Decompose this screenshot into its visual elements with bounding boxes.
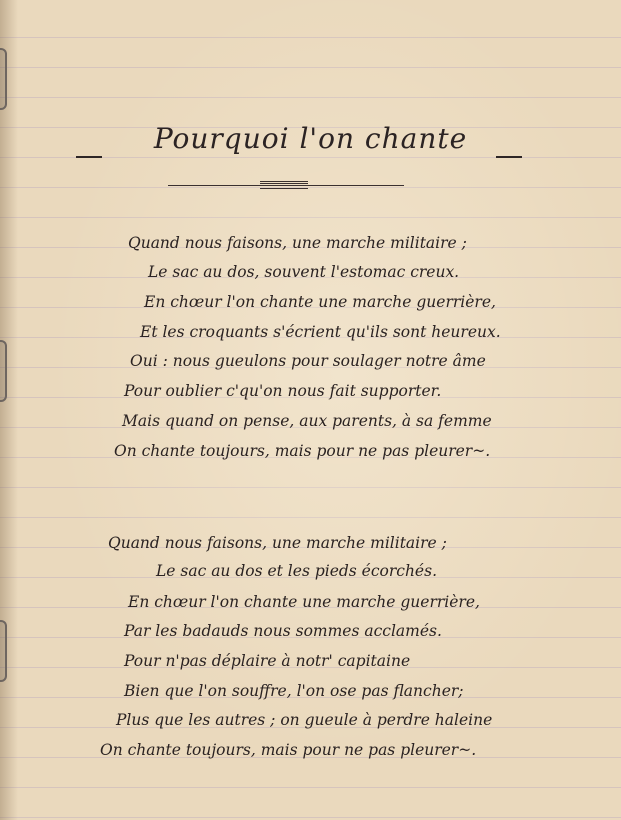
binding-ring: [0, 340, 7, 402]
verse-line: On chante toujours, mais pour ne pas pleurer~.: [100, 741, 477, 759]
verse-line: En chœur l'on chante une marche guerrière,: [128, 593, 480, 611]
verse-line: En chœur l'on chante une marche guerrière,: [144, 293, 496, 311]
title-dash-left: [76, 156, 102, 158]
verse-line: Et les croquants s'écrient qu'ils sont heureux.: [140, 323, 501, 341]
binding-ring: [0, 48, 7, 110]
ornament-bar: [260, 183, 308, 184]
verse-line: Le sac au dos et les pieds écorchés.: [156, 562, 437, 580]
title-ornament: [168, 181, 404, 191]
ornament-line: [168, 185, 404, 186]
verse-line: Plus que les autres ; on gueule à perdre haleine: [116, 711, 493, 729]
verse-line: Quand nous faisons, une marche militaire ;: [108, 534, 447, 552]
binding-ring: [0, 620, 7, 682]
verse-line: Le sac au dos, souvent l'estomac creux.: [148, 263, 460, 281]
ornament-bar: [260, 181, 308, 182]
title-dash-right: [496, 156, 522, 158]
verse-line: Oui : nous gueulons pour soulager notre âme: [130, 352, 486, 370]
ornament-bar: [260, 188, 308, 189]
verse-line: Pour n'pas déplaire à notr' capitaine: [124, 652, 411, 670]
verse-line: Par les badauds nous sommes acclamés.: [124, 622, 442, 640]
verse-line: Bien que l'on souffre, l'on ose pas flancher;: [124, 682, 464, 700]
verse-line: Quand nous faisons, une marche militaire ;: [128, 234, 467, 252]
verse-line: Pour oublier c'qu'on nous fait supporter.: [124, 382, 442, 400]
verse-line: Mais quand on pense, aux parents, à sa femme: [122, 412, 492, 430]
page-title: Pourquoi l'on chante: [153, 122, 468, 155]
verse-line: On chante toujours, mais pour ne pas pleurer~.: [114, 442, 491, 460]
